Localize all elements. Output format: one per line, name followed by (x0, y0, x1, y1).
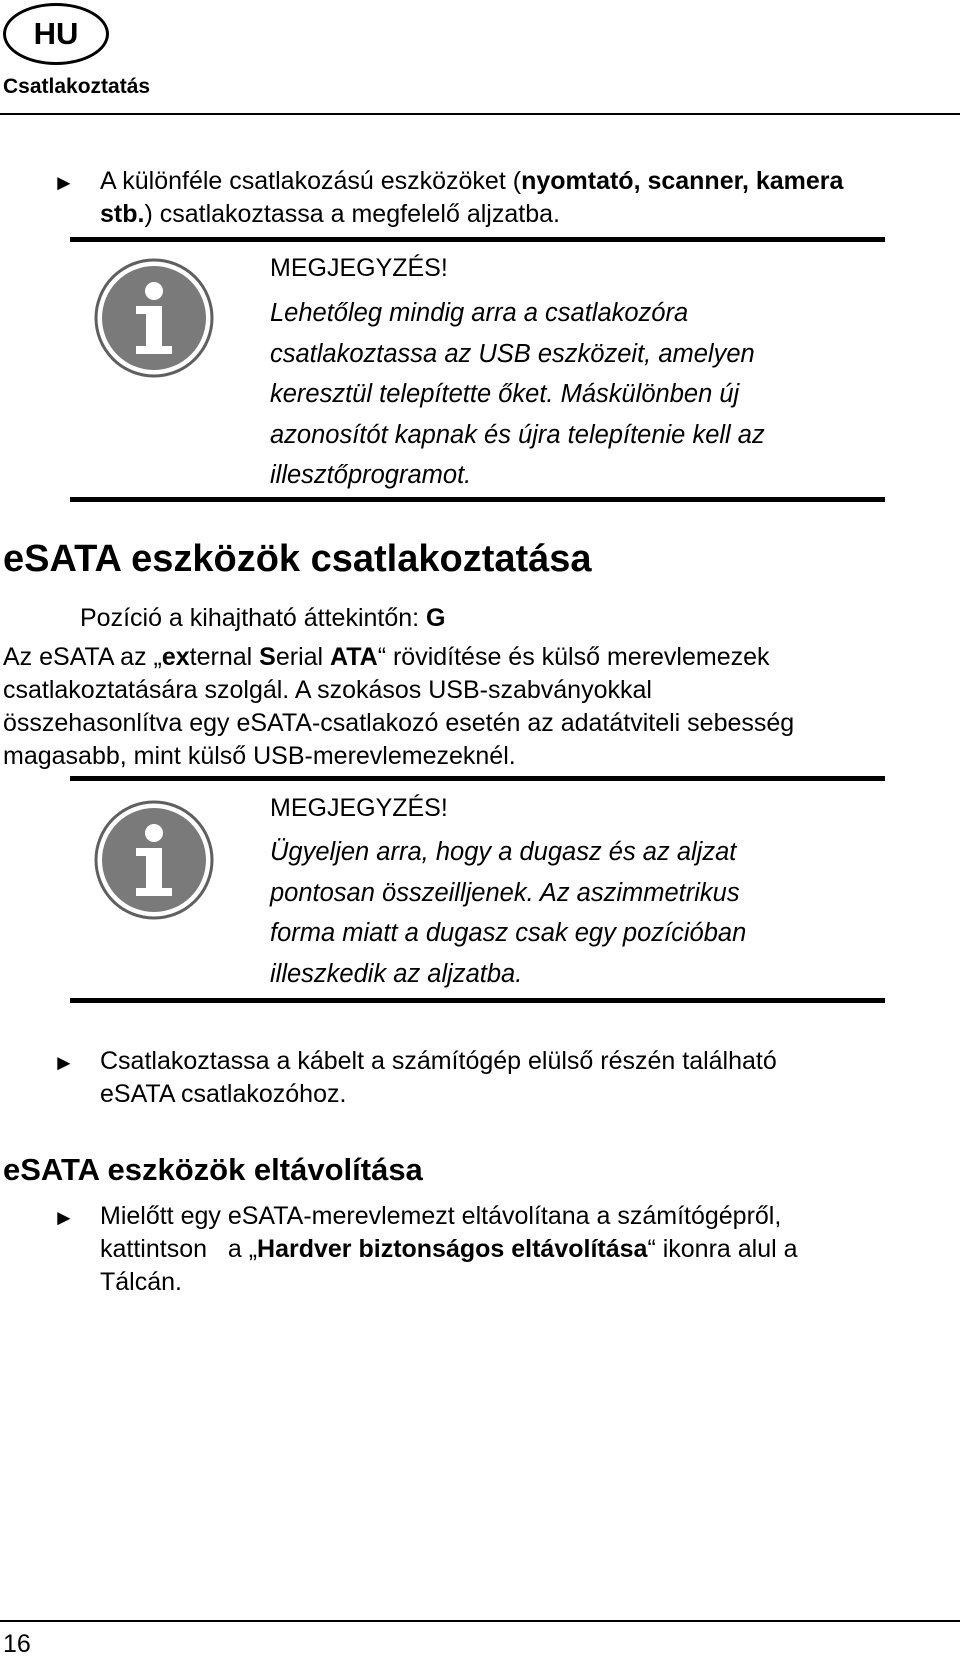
note-body: Ügyeljen arra, hogy a dugasz és az aljzat pontosan összeilljenek. Az aszimmetrikus forma miatt a dugasz csak egy pozícióban illeszkedik az aljzatba. (270, 838, 747, 988)
note-bottom-rule (70, 998, 885, 1003)
note-bottom-rule (70, 497, 885, 502)
bullet-text-remove: Mielőtt egy eSATA-merevlemezt eltávolítana a számítógépről, kattintson a „Hardver biztonságos eltávolítása“ ikonra alul a Tálcán. (100, 1202, 798, 1296)
bullet-arrow-icon: ► (53, 1050, 75, 1075)
language-badge (3, 3, 109, 65)
language-code: HU (33, 16, 79, 51)
section-title: Csatlakoztatás (3, 75, 151, 98)
bullet-text-devices: A különféle csatlakozású eszközöket (nyomtató, scanner, kamera stb.) csatlakoztassa a megfelelő aljzatba. (100, 167, 844, 228)
heading-esata-remove: eSATA eszközök eltávolítása (3, 1152, 423, 1187)
heading-esata-connect: eSATA eszközök csatlakoztatása (3, 538, 592, 580)
note-title: MEGJEGYZÉS! (270, 254, 448, 282)
page-number: 16 (3, 1630, 31, 1658)
esata-description: Az eSATA az „external Serial ATA“ rövidítése és külső merevlemezek csatlakoztatására szolgál. A szokásos USB-szabványokkal összehasonlítva egy eSATA-csatlakozó esetén az adatátviteli sebesség magasabb, mint külső USB-merevlemezeknél. (3, 643, 795, 770)
info-icon (92, 256, 216, 380)
header-divider (0, 113, 960, 115)
bullet-arrow-icon: ► (53, 170, 75, 195)
note-top-rule (70, 237, 885, 242)
note-body: Lehetőleg mindig arra a csatlakozóra csatlakoztassa az USB eszközeit, amelyen keresztül telepítette őket. Máskülönben új azonosítót kapnak és újra telepítenie kell az illesztőprogramot. (270, 299, 765, 489)
footer-divider (0, 1620, 960, 1622)
note-title: MEGJEGYZÉS! (270, 794, 448, 822)
bullet-text-connect-cable: Csatlakoztassa a kábelt a számítógép elülső részén található eSATA csatlakozóhoz. (100, 1047, 777, 1108)
bullet-arrow-icon: ► (53, 1205, 75, 1230)
info-icon (92, 798, 216, 922)
position-reference: Pozíció a kihajtható áttekintőn: G (80, 604, 446, 632)
note-top-rule (70, 776, 885, 781)
